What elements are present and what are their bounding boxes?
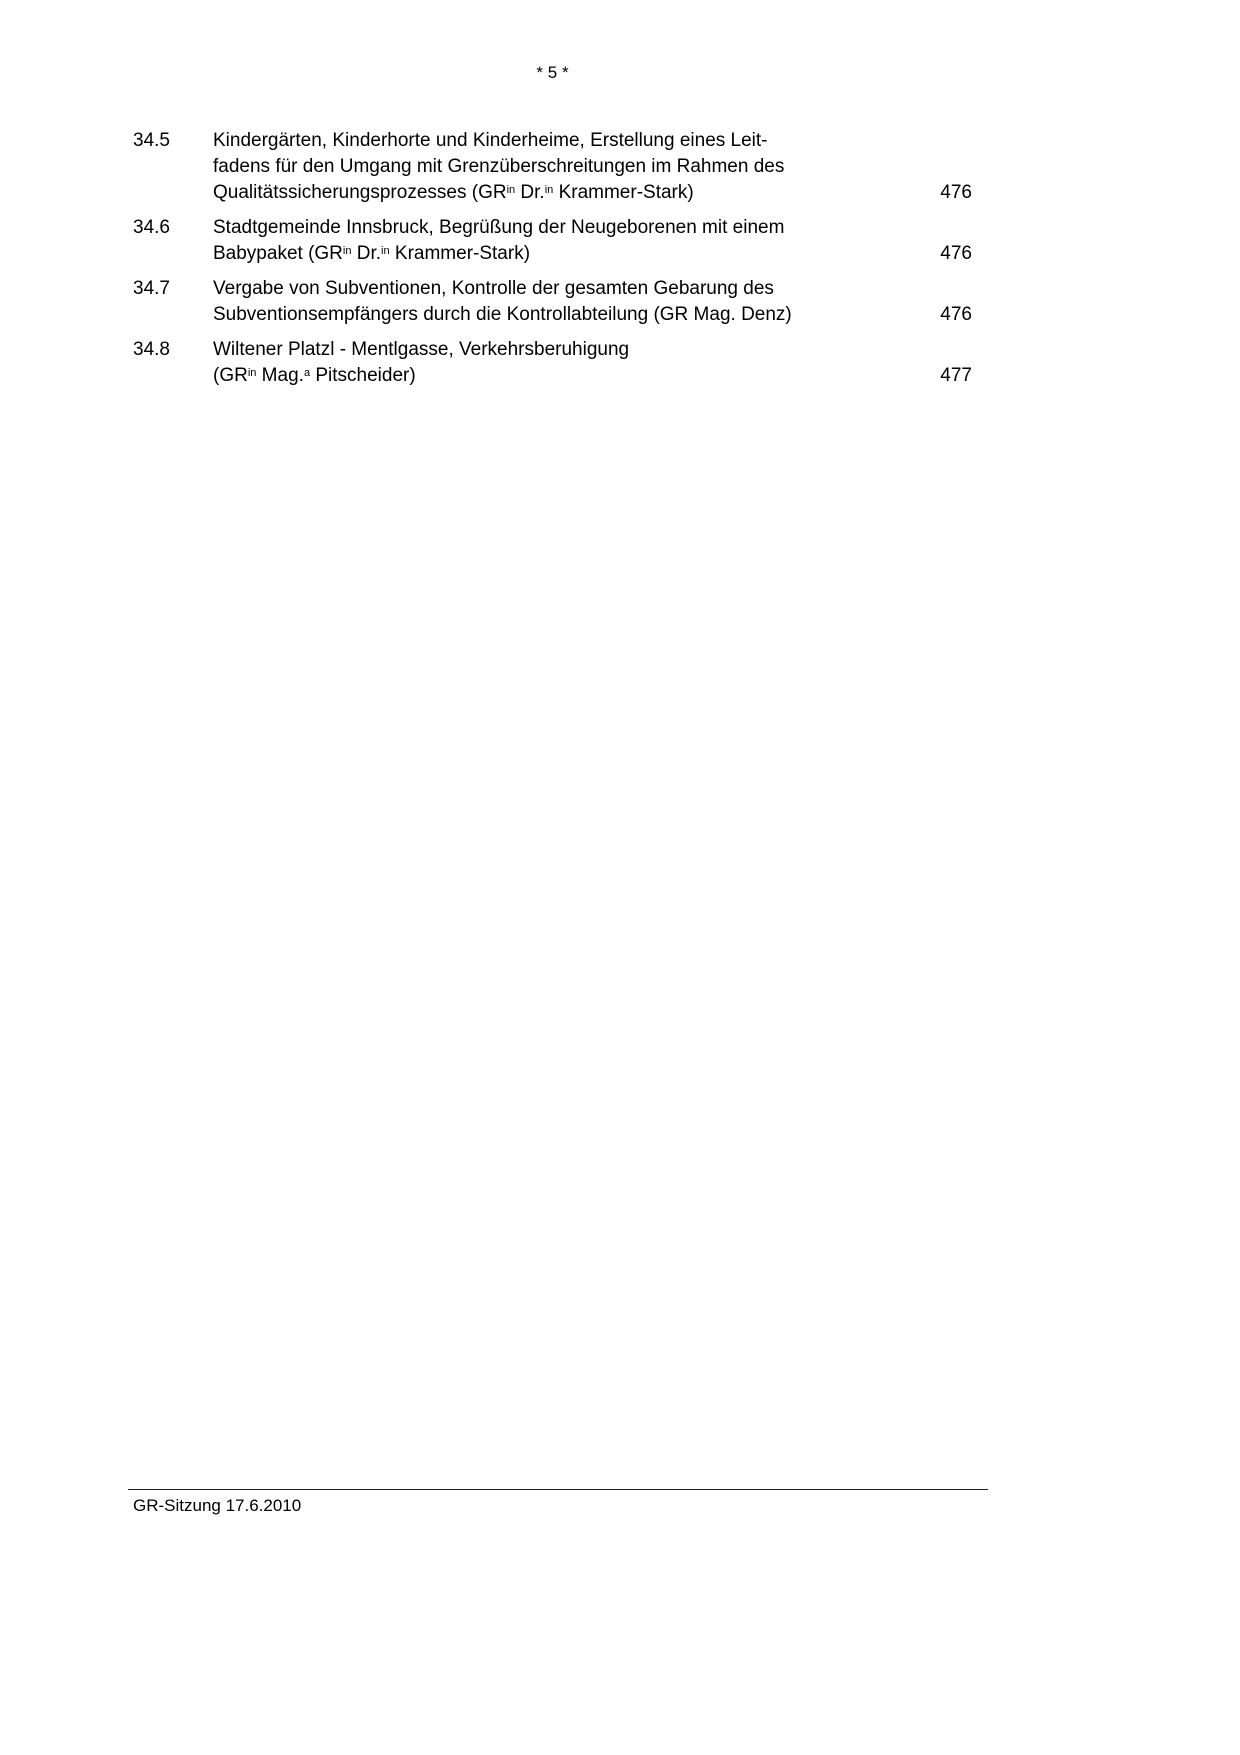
footer-rule [128,1489,988,1490]
entry-text [213,215,918,267]
entry-text-line: Stadtgemeinde Innsbruck, Begrüßung der Neugeborenen mit einem [213,217,785,238]
entry-page: 476 [940,304,972,325]
entry-text-line: Subventionsempfängers durch die Kontrollabteilung (GR Mag. Denz) [213,304,792,325]
entry-page: 477 [940,365,972,386]
entry-page: 476 [940,243,972,264]
entry-number: 34.7 [133,278,170,299]
entry-text-line: Kindergärten, Kinderhorte und Kinderheime, Erstellung eines Leit- [213,130,768,151]
entry-text-line: Babypaket ($GR^{in}$ Dr.$^{in}$ Krammer-Stark) [213,243,531,264]
entry-text [213,276,918,328]
entry-text [213,337,918,389]
toc-list [133,128,972,389]
toc-entry [133,276,972,328]
toc-entry [133,215,972,267]
entry-text-line: fadens für den Umgang mit Grenzüberschreitungen im Rahmen des [213,156,785,177]
entry-number: 34.5 [133,130,170,151]
page-header [133,62,972,84]
entry-text-line: ($GR^{in}$ Mag.$^a$ Pitscheider) [213,365,416,386]
entry-number: 34.6 [133,217,170,238]
toc-entry [133,128,972,206]
entry-number: 34.8 [133,339,170,360]
entry-text-line: Qualitätssicherungsprozesses ($GR^{in}$ Dr.$^{in}$ Krammer-Stark) [213,182,694,203]
entry-text-line: Vergabe von Subventionen, Kontrolle der gesamten Gebarung des [213,278,774,299]
page-number-header: * 5 * [536,63,569,82]
entry-text-line: Wiltener Platzl - Mentlgasse, Verkehrsberuhigung [213,339,630,360]
page-footer [128,1489,988,1517]
entry-text [213,128,918,206]
toc-entry [133,337,972,389]
footer-text: GR-Sitzung 17.6.2010 [133,1496,302,1515]
entry-page: 476 [940,182,972,203]
